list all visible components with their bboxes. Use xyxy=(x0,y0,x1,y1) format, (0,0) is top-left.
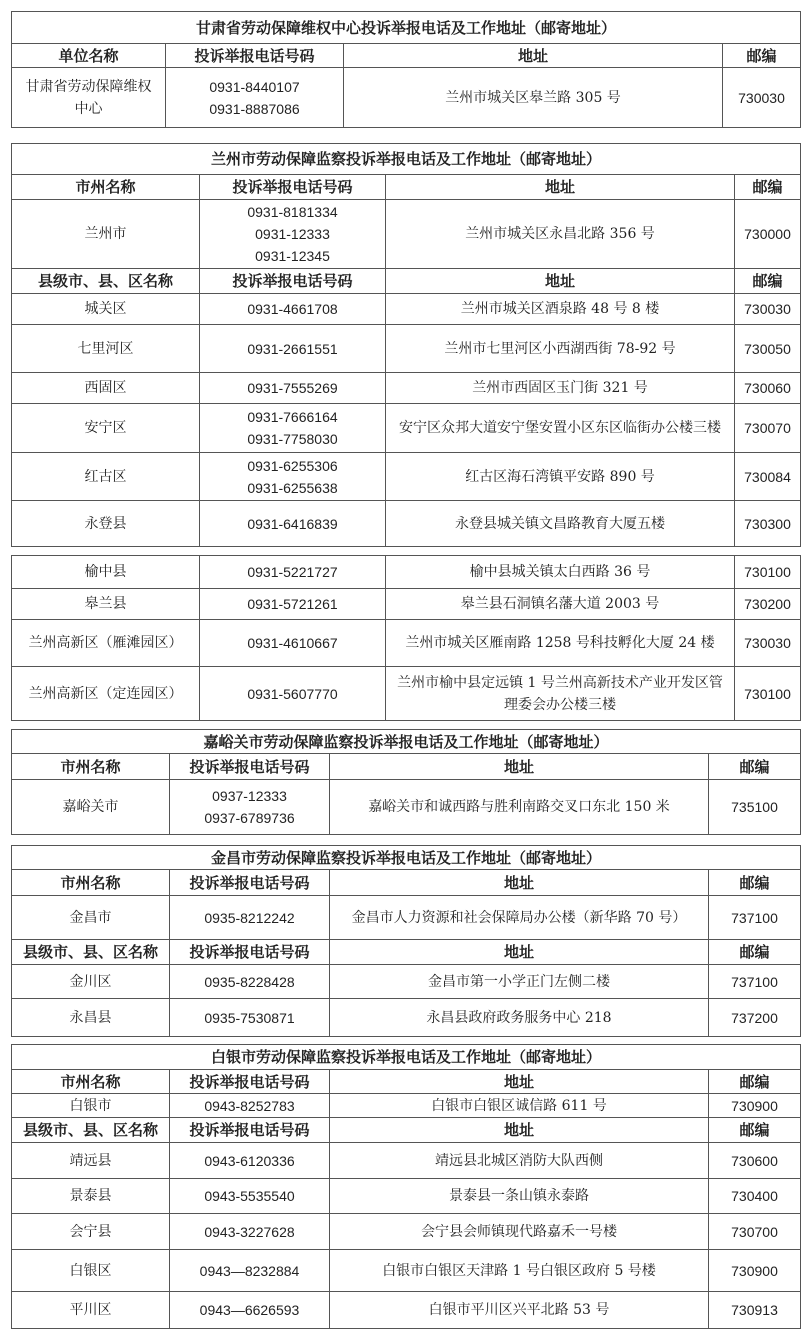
table-title: 金昌市劳动保障监察投诉举报电话及工作地址（邮寄地址） xyxy=(12,846,801,870)
col-header-county: 县级市、县、区名称 xyxy=(12,940,170,965)
col-header-zip: 邮编 xyxy=(735,269,801,294)
phone-number: 0943—6626593 xyxy=(170,1292,330,1329)
phone-number: 0937-6789736 xyxy=(204,810,295,826)
address: 永昌县政府政务服务中心 218 xyxy=(330,999,709,1037)
col-header-city: 市州名称 xyxy=(12,1070,170,1094)
table-row xyxy=(12,965,801,999)
table-lanzhou xyxy=(11,143,801,547)
col-header-zip: 邮编 xyxy=(709,1118,801,1143)
phone-number: 0935-8228428 xyxy=(170,965,330,999)
phone-number: 0931-6416839 xyxy=(200,501,386,547)
zip-code: 737200 xyxy=(709,999,801,1037)
table-row xyxy=(12,1143,801,1179)
col-header-zip: 邮编 xyxy=(723,44,801,68)
phone-number: 0931-8887086 xyxy=(209,100,300,117)
col-header-zip: 邮编 xyxy=(735,175,801,200)
col-header-address: 地址 xyxy=(386,269,735,294)
col-header-phone: 投诉举报电话号码 xyxy=(170,754,330,780)
phone-number: 0931-5221727 xyxy=(200,556,386,589)
table-jiayuguan xyxy=(11,729,801,835)
zip-code: 730913 xyxy=(709,1292,801,1329)
phone-number: 0935-8212242 xyxy=(170,896,330,940)
table-row xyxy=(12,200,801,269)
col-header-phone: 投诉举报电话号码 xyxy=(170,1118,330,1143)
county-name: 永登县 xyxy=(12,501,200,547)
table-row xyxy=(12,325,801,373)
table-title: 嘉峪关市劳动保障监察投诉举报电话及工作地址（邮寄地址） xyxy=(12,730,801,754)
phone-cell xyxy=(200,200,386,269)
phone-number: 0943—8232884 xyxy=(170,1250,330,1292)
table-row xyxy=(12,1250,801,1292)
county-name: 永昌县 xyxy=(12,999,170,1037)
phone-number: 0931-8440107 xyxy=(209,78,300,95)
county-name: 白银区 xyxy=(12,1250,170,1292)
phone-number: 0931-8181334 xyxy=(247,204,338,220)
county-name: 会宁县 xyxy=(12,1214,170,1250)
city-name: 兰州市 xyxy=(12,200,200,269)
county-name: 皋兰县 xyxy=(12,589,200,620)
zip-code: 730000 xyxy=(735,200,801,269)
phone-number: 0943-5535540 xyxy=(170,1179,330,1214)
table-row xyxy=(12,1094,801,1118)
phone-number: 0943-6120336 xyxy=(170,1143,330,1179)
col-header-phone: 投诉举报电话号码 xyxy=(200,175,386,200)
phone-cell xyxy=(170,780,330,835)
zip-code: 730900 xyxy=(709,1094,801,1118)
county-name: 金川区 xyxy=(12,965,170,999)
address: 景泰县一条山镇永泰路 xyxy=(330,1179,709,1214)
col-header-address: 地址 xyxy=(344,44,723,68)
county-name: 红古区 xyxy=(12,453,200,501)
address: 兰州市城关区永昌北路 356 号 xyxy=(386,200,735,269)
col-header-phone: 投诉举报电话号码 xyxy=(170,940,330,965)
table-row xyxy=(12,999,801,1037)
city-name: 嘉峪关市 xyxy=(12,780,170,835)
zip-code: 730600 xyxy=(709,1143,801,1179)
zip-code: 730030 xyxy=(735,620,801,667)
zip-code: 730050 xyxy=(735,325,801,373)
address: 金昌市第一小学正门左侧二楼 xyxy=(330,965,709,999)
phone-cell xyxy=(166,68,344,128)
table-title: 兰州市劳动保障监察投诉举报电话及工作地址（邮寄地址） xyxy=(12,144,801,175)
zip-code: 737100 xyxy=(709,896,801,940)
table-row xyxy=(12,404,801,453)
phone-number: 0931-12333 xyxy=(255,226,330,242)
phone-number: 0931-7758030 xyxy=(247,431,338,447)
address: 嘉峪关市和诚西路与胜利南路交叉口东北 150 米 xyxy=(330,780,709,835)
county-name: 七里河区 xyxy=(12,325,200,373)
col-header-address: 地址 xyxy=(330,940,709,965)
phone-number: 0931-7666164 xyxy=(247,409,338,425)
address: 兰州市西固区玉门街 321 号 xyxy=(386,373,735,404)
table-row xyxy=(12,667,801,721)
city-name: 白银市 xyxy=(12,1094,170,1118)
zip-code: 730030 xyxy=(735,294,801,325)
col-header-unit: 单位名称 xyxy=(12,44,166,68)
county-name: 靖远县 xyxy=(12,1143,170,1179)
zip-code: 730400 xyxy=(709,1179,801,1214)
col-header-address: 地址 xyxy=(330,1070,709,1094)
phone-number: 0931-12345 xyxy=(255,248,330,264)
col-header-phone: 投诉举报电话号码 xyxy=(200,269,386,294)
zip-code: 730030 xyxy=(723,68,801,128)
address: 红古区海石湾镇平安路 890 号 xyxy=(386,453,735,501)
zip-code: 730100 xyxy=(735,667,801,721)
table-row xyxy=(12,589,801,620)
zip-code: 730070 xyxy=(735,404,801,453)
col-header-phone: 投诉举报电话号码 xyxy=(170,870,330,896)
address: 靖远县北城区消防大队西侧 xyxy=(330,1143,709,1179)
zip-code: 730060 xyxy=(735,373,801,404)
phone-number: 0931-2661551 xyxy=(200,325,386,373)
table-row xyxy=(12,294,801,325)
table-row xyxy=(12,556,801,589)
city-name: 金昌市 xyxy=(12,896,170,940)
county-name: 安宁区 xyxy=(12,404,200,453)
table-row xyxy=(12,1292,801,1329)
address: 金昌市人力资源和社会保障局办公楼（新华路 70 号） xyxy=(330,896,709,940)
zip-code: 730900 xyxy=(709,1250,801,1292)
address: 兰州市城关区皋兰路 305 号 xyxy=(344,68,723,128)
table-row xyxy=(12,501,801,547)
table-row xyxy=(12,1179,801,1214)
address: 会宁县会师镇现代路嘉禾一号楼 xyxy=(330,1214,709,1250)
address: 兰州市榆中县定远镇 1 号兰州高新技术产业开发区管理委会办公楼三楼 xyxy=(386,667,735,721)
table-lanzhou-continued xyxy=(11,555,801,721)
table-row xyxy=(12,373,801,404)
phone-number: 0943-8252783 xyxy=(170,1094,330,1118)
table-title: 甘肃省劳动保障维权中心投诉举报电话及工作地址（邮寄地址） xyxy=(12,12,801,44)
col-header-zip: 邮编 xyxy=(709,754,801,780)
address: 兰州市城关区雁南路 1258 号科技孵化大厦 24 楼 xyxy=(386,620,735,667)
address: 榆中县城关镇太白西路 36 号 xyxy=(386,556,735,589)
col-header-zip: 邮编 xyxy=(709,1070,801,1094)
county-name: 景泰县 xyxy=(12,1179,170,1214)
phone-number: 0931-7555269 xyxy=(200,373,386,404)
zip-code: 730084 xyxy=(735,453,801,501)
col-header-address: 地址 xyxy=(330,1118,709,1143)
col-header-zip: 邮编 xyxy=(709,940,801,965)
phone-number: 0931-5721261 xyxy=(200,589,386,620)
zip-code: 737100 xyxy=(709,965,801,999)
county-name: 兰州高新区（雁滩园区） xyxy=(12,620,200,667)
col-header-county: 县级市、县、区名称 xyxy=(12,269,200,294)
phone-cell xyxy=(200,453,386,501)
address: 皋兰县石洞镇名藩大道 2003 号 xyxy=(386,589,735,620)
address: 白银市白银区天津路 1 号白银区政府 5 号楼 xyxy=(330,1250,709,1292)
table-jinchang xyxy=(11,845,801,1037)
table-row xyxy=(12,68,801,128)
phone-cell xyxy=(200,404,386,453)
phone-number: 0937-12333 xyxy=(212,788,287,804)
county-name: 城关区 xyxy=(12,294,200,325)
table-row xyxy=(12,620,801,667)
phone-number: 0931-5607770 xyxy=(200,667,386,721)
col-header-city: 市州名称 xyxy=(12,870,170,896)
address: 白银市平川区兴平北路 53 号 xyxy=(330,1292,709,1329)
table-title: 白银市劳动保障监察投诉举报电话及工作地址（邮寄地址） xyxy=(12,1045,801,1070)
address: 安宁区众邦大道安宁堡安置小区东区临街办公楼三楼 xyxy=(386,404,735,453)
table-row xyxy=(12,453,801,501)
zip-code: 730700 xyxy=(709,1214,801,1250)
phone-number: 0935-7530871 xyxy=(170,999,330,1037)
address: 兰州市七里河区小西湖西街 78-92 号 xyxy=(386,325,735,373)
col-header-city: 市州名称 xyxy=(12,754,170,780)
county-name: 平川区 xyxy=(12,1292,170,1329)
table-row xyxy=(12,780,801,835)
col-header-address: 地址 xyxy=(386,175,735,200)
county-name: 榆中县 xyxy=(12,556,200,589)
county-name: 兰州高新区（定连园区） xyxy=(12,667,200,721)
address: 白银市白银区诚信路 611 号 xyxy=(330,1094,709,1118)
col-header-city: 市州名称 xyxy=(12,175,200,200)
table-baiyin xyxy=(11,1044,801,1329)
zip-code: 735100 xyxy=(709,780,801,835)
phone-number: 0931-6255638 xyxy=(247,479,338,496)
address: 兰州市城关区酒泉路 48 号 8 楼 xyxy=(386,294,735,325)
col-header-address: 地址 xyxy=(330,870,709,896)
table-row xyxy=(12,896,801,940)
county-name: 西固区 xyxy=(12,373,200,404)
phone-number: 0931-4610667 xyxy=(200,620,386,667)
zip-code: 730200 xyxy=(735,589,801,620)
unit-name: 甘肃省劳动保障维权中心 xyxy=(12,68,166,128)
phone-number: 0943-3227628 xyxy=(170,1214,330,1250)
col-header-phone: 投诉举报电话号码 xyxy=(170,1070,330,1094)
col-header-address: 地址 xyxy=(330,754,709,780)
col-header-phone: 投诉举报电话号码 xyxy=(166,44,344,68)
zip-code: 730100 xyxy=(735,556,801,589)
zip-code: 730300 xyxy=(735,501,801,547)
table-row xyxy=(12,1214,801,1250)
col-header-zip: 邮编 xyxy=(709,870,801,896)
phone-number: 0931-4661708 xyxy=(200,294,386,325)
col-header-county: 县级市、县、区名称 xyxy=(12,1118,170,1143)
table-provincial-center xyxy=(11,11,801,128)
address: 永登县城关镇文昌路教育大厦五楼 xyxy=(386,501,735,547)
phone-number: 0931-6255306 xyxy=(247,457,338,474)
